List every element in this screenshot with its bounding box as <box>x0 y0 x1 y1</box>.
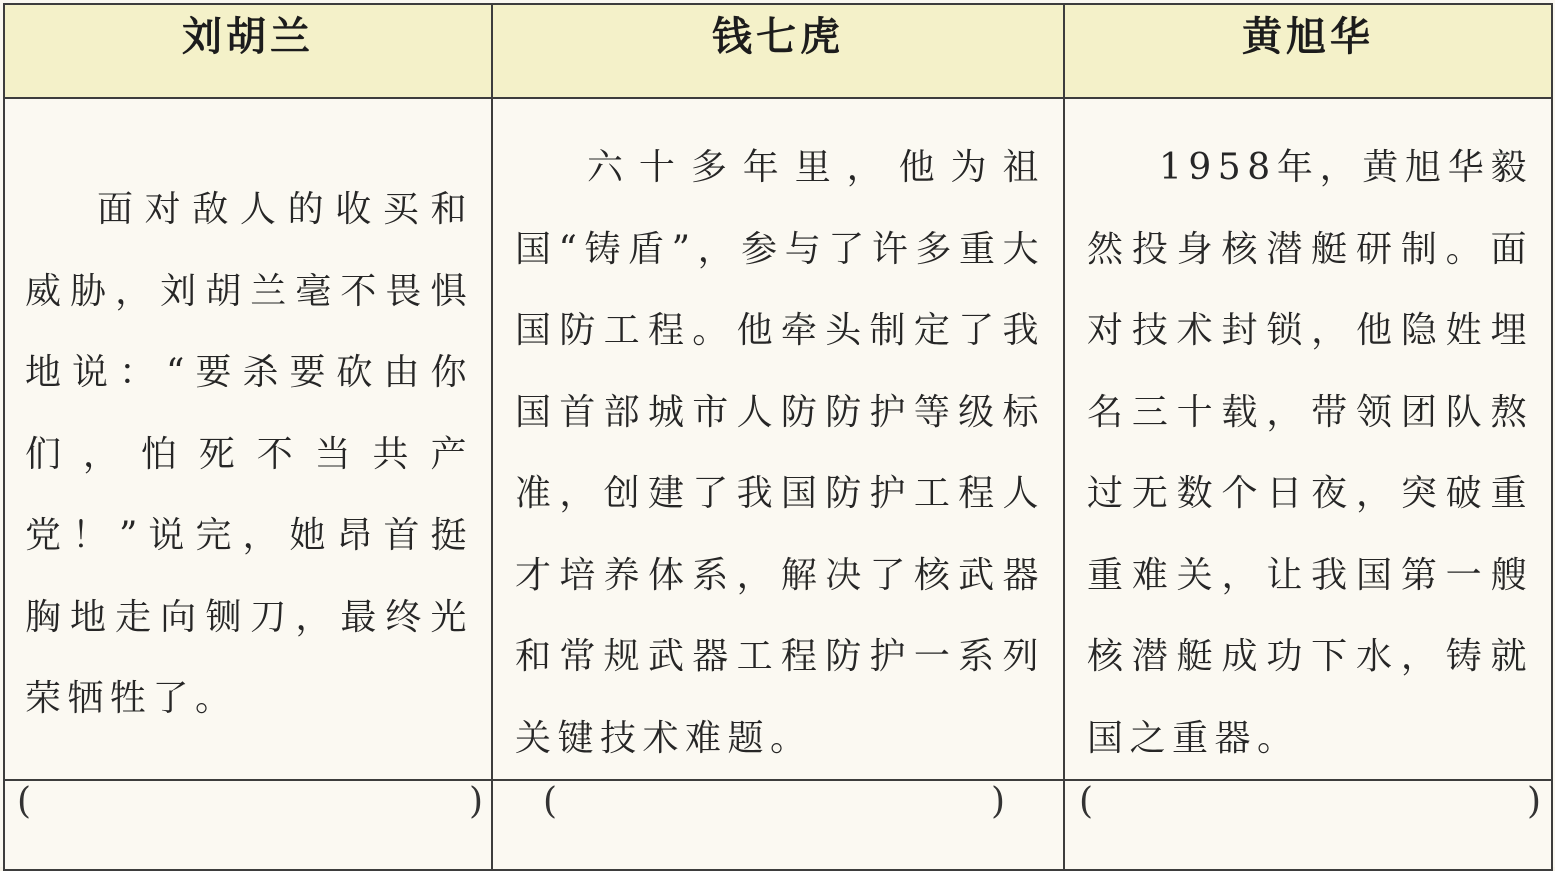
close-parenthesis: ) <box>1526 781 1541 822</box>
story-cell-liu-hulan <box>4 98 492 780</box>
story-text-liu-hulan: 面对敌人的收买和威胁，刘胡兰毫不畏惧地说：“要杀要砍由你们，怕死不当共产党！”说完，她昂首挺胸地走向铡刀，最终光荣牺牲了。 <box>25 189 473 719</box>
answer-cell-huang-xuhua[interactable] <box>1064 780 1552 870</box>
story-row <box>4 98 1552 780</box>
answer-blank-liu-hulan[interactable] <box>5 781 491 822</box>
answer-blank-qian-qihu[interactable] <box>493 781 1063 822</box>
story-text-huang-xuhua: 1958年，黄旭华毅然投身核潜艇研制。面对技术封锁，他隐姓埋名三十载，带领团队熬过无数个日夜，突破重重难关，让我国第一艘核潜艇成功下水，铸就国之重器。 <box>1087 147 1533 759</box>
column-header-liu-hulan: 刘胡兰 <box>4 4 492 98</box>
header-row <box>4 4 1552 98</box>
open-parenthesis: ( <box>1079 781 1094 822</box>
open-parenthesis: ( <box>543 781 558 822</box>
close-parenthesis: ) <box>468 781 483 822</box>
column-header-huang-xuhua: 黄旭华 <box>1064 4 1552 98</box>
answer-row <box>4 780 1552 870</box>
answer-blank-huang-xuhua[interactable] <box>1065 781 1551 822</box>
open-parenthesis: ( <box>17 781 32 822</box>
hero-table <box>3 3 1553 871</box>
story-cell-huang-xuhua <box>1064 98 1552 780</box>
story-text-qian-qihu: 六十多年里，他为祖国“铸盾”，参与了许多重大国防工程。他牵头制定了我国首部城市人防防护等级标准，创建了我国防护工程人才培养体系，解决了核武器和常规武器工程防护一系列关键技术难题。 <box>515 147 1045 759</box>
column-header-qian-qihu: 钱七虎 <box>492 4 1064 98</box>
answer-cell-qian-qihu[interactable] <box>492 780 1064 870</box>
answer-cell-liu-hulan[interactable] <box>4 780 492 870</box>
story-cell-qian-qihu <box>492 98 1064 780</box>
close-parenthesis: ) <box>990 781 1005 822</box>
